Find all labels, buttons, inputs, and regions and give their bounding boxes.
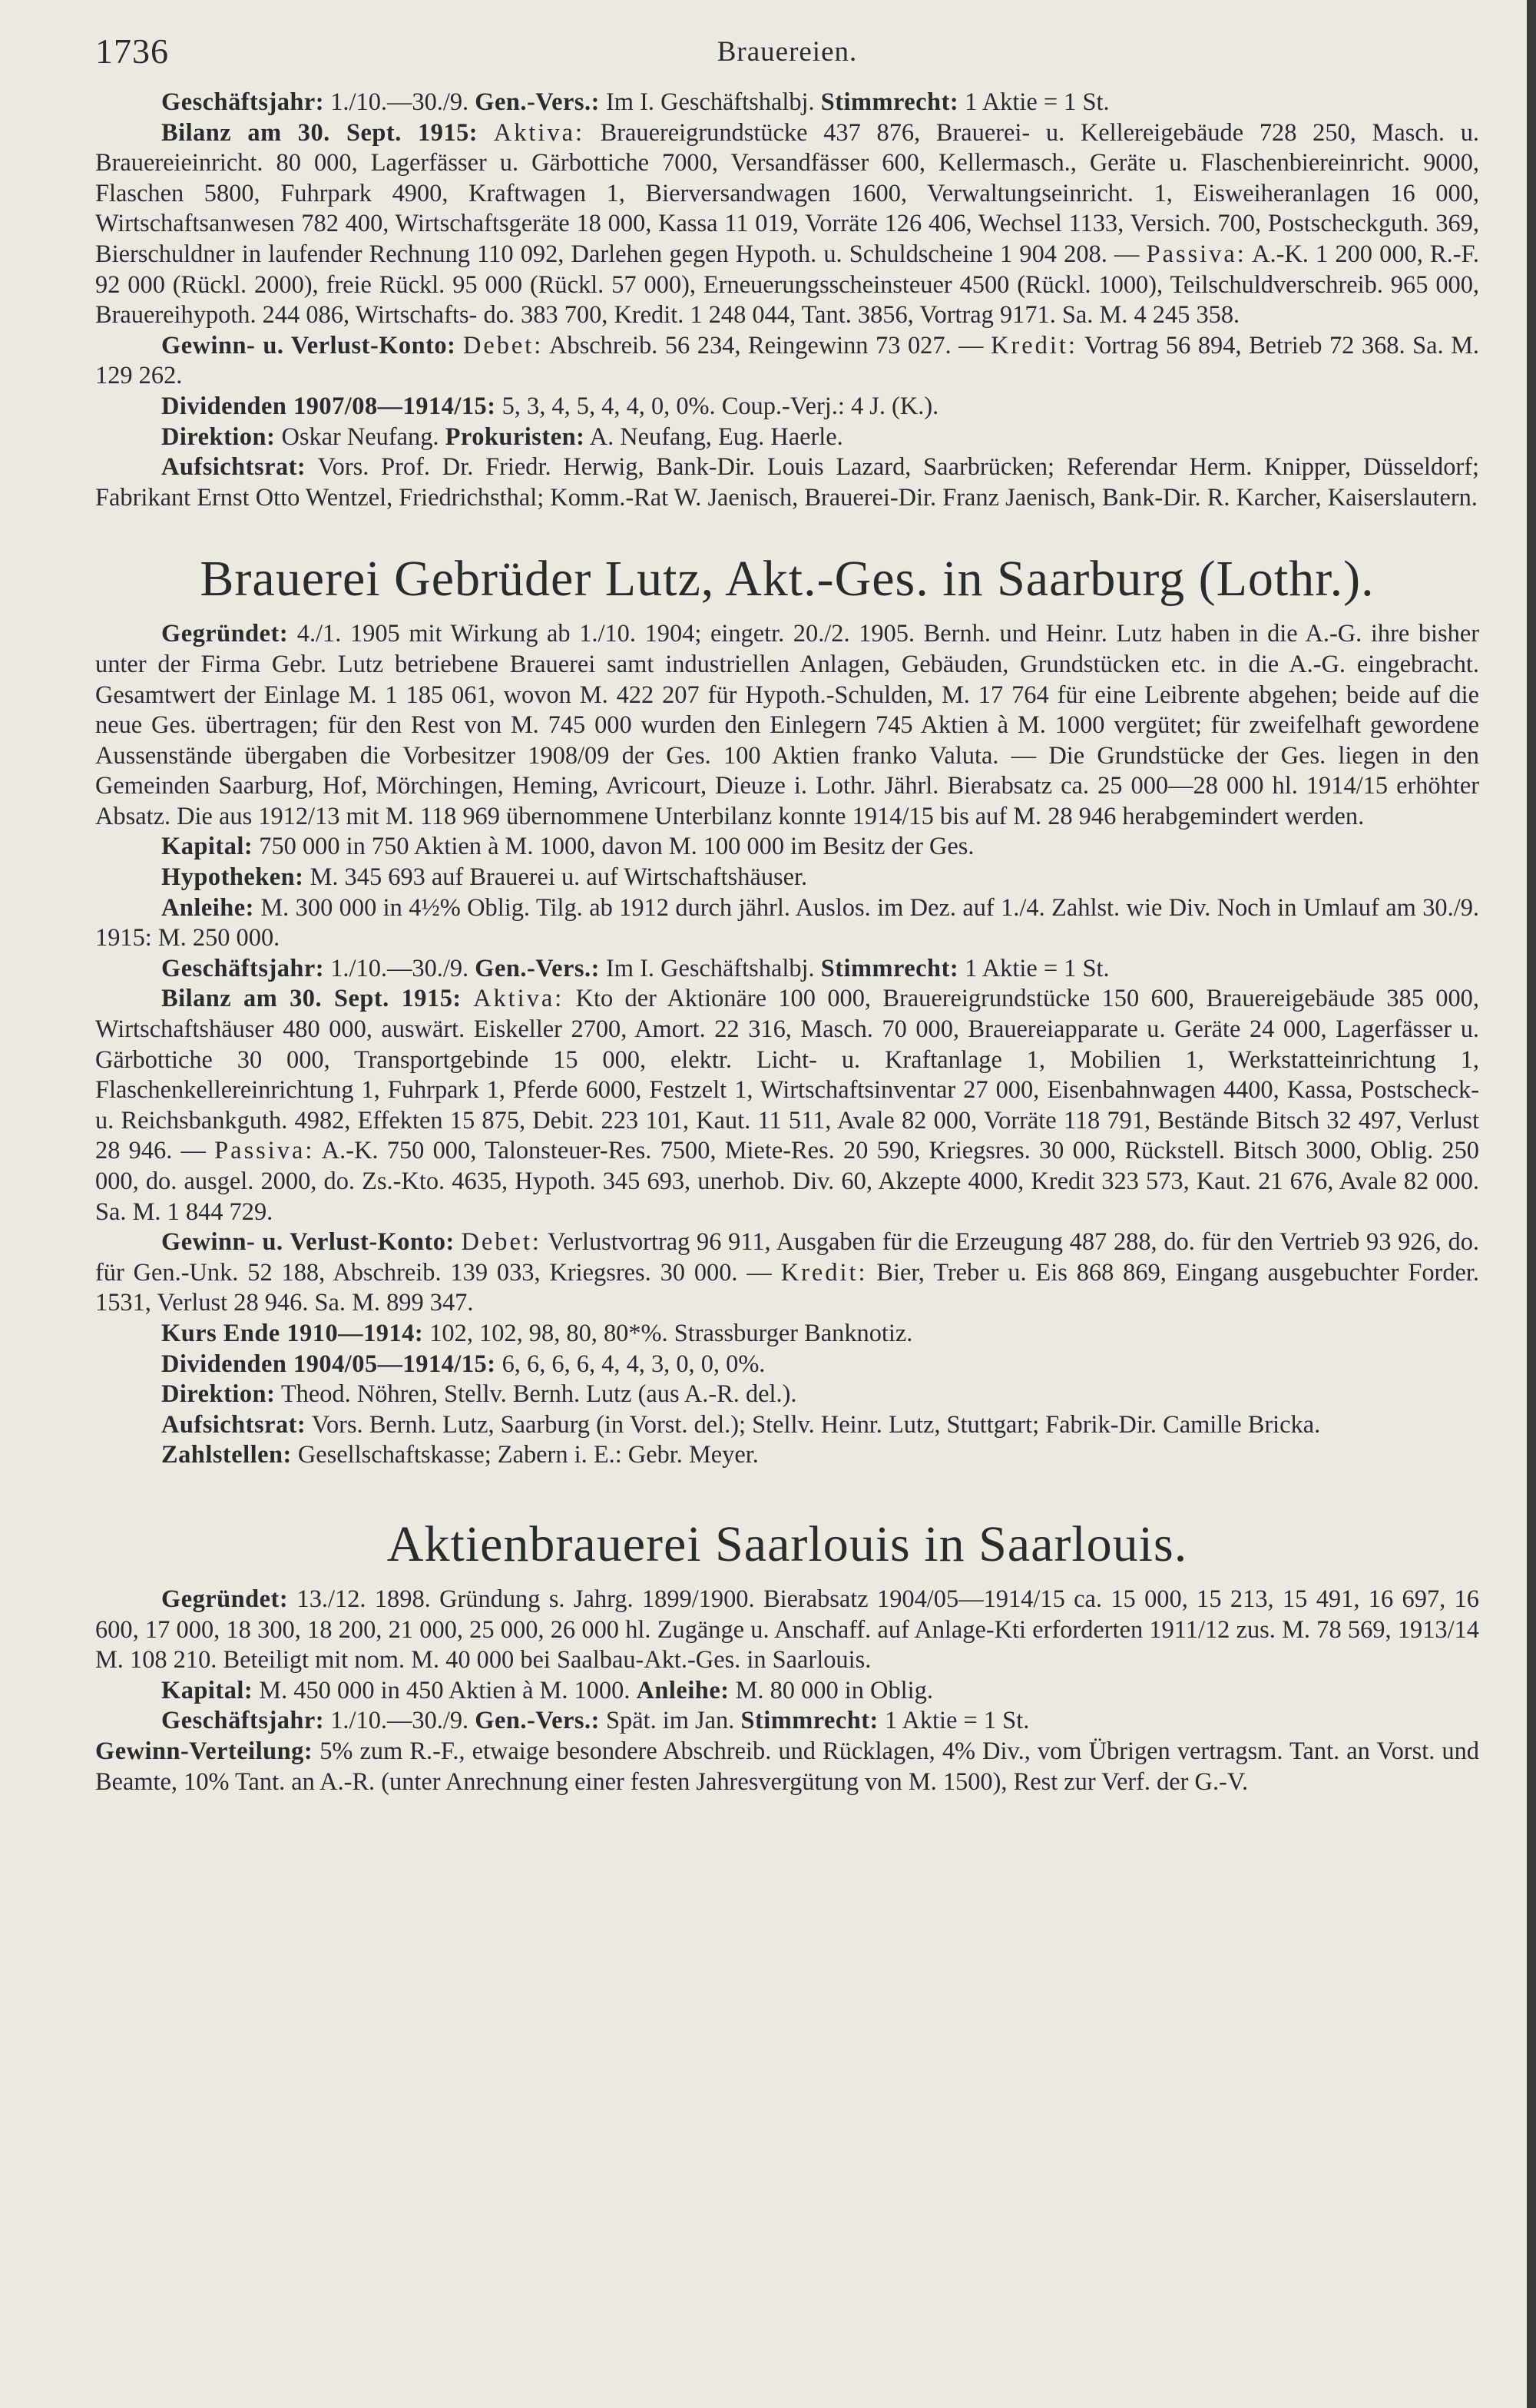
lutz-hypotheken-text: M. 345 693 auf Brauerei u. auf Wirtschaftshäuser.	[303, 863, 808, 892]
prev-passiva-label: Passiva:	[1146, 240, 1246, 268]
saarlouis-gewinnverteilung-text: 5% zum R.-F., etwaige besondere Abschreib. und Rücklagen, 4% Div., vom Übrigen vertragsm. Tant. an Vorst. und Beamte, 10% Tant. an A.-R. (unter Anrechnung einer festen Jahresvergütung von M. 1500), Rest zur Verf. der G.-V.	[95, 1737, 1479, 1796]
saarlouis-gen-vers-label: Gen.-Vers.:	[475, 1707, 600, 1735]
prev-prokuristen-text: A. Neufang, Eug. Haerle.	[584, 422, 843, 451]
saarlouis-geschaeftsjahr-paragraph	[95, 1706, 1479, 1737]
prev-prokuristen-label: Prokuristen:	[445, 422, 585, 451]
prev-passiva-text: A.-K. 1 200 000, R.-F. 92 000 (Rückl. 2000), freie Rückl. 95 000 (Rückl. 57 000), Erneuerungsscheinsteuer 4500 (Rückl. 1000), Teilschuldverschreib. 965 000, Brauereihypoth. 244 086, Wirtschafts- do. 383 700, Kredit. 1 248 044, Tant. 3856, Vortrag 9171. Sa. M. 4 245 358.	[95, 240, 1480, 330]
lutz-stimmrecht-label: Stimmrecht:	[820, 954, 959, 982]
prev-aktiva-label: Aktiva:	[493, 118, 584, 147]
prev-guv-debet: Abschreib. 56 234, Reingewinn 73 027. —	[543, 331, 991, 359]
prev-debet-label: Debet:	[462, 331, 544, 359]
page-spine-edge	[1527, 0, 1536, 2408]
lutz-gegruendet-label: Gegründet:	[161, 620, 289, 648]
lutz-kurs-text: 102, 102, 98, 80, 80*%. Strassburger Banknotiz.	[423, 1319, 913, 1347]
saarlouis-gewinnverteilung-paragraph	[95, 1737, 1479, 1797]
lutz-guv-paragraph	[95, 1227, 1479, 1319]
lutz-guv-label: Gewinn- u. Verlust-Konto:	[161, 1228, 455, 1257]
lutz-zahlstellen-paragraph	[95, 1440, 1479, 1471]
prev-direktion-label: Direktion:	[161, 422, 276, 451]
lutz-hypotheken-paragraph	[95, 863, 1479, 893]
gen-vers-label: Gen.-Vers.:	[475, 88, 600, 116]
lutz-anleihe-label: Anleihe:	[161, 893, 254, 922]
saarlouis-gen-vers-text: Spät. im Jan.	[599, 1707, 741, 1735]
lutz-bilanz-label: Bilanz am 30. Sept. 1915:	[161, 985, 462, 1013]
lutz-geschaeftsjahr-label: Geschäftsjahr:	[161, 954, 325, 982]
saarlouis-anleihe-text: M. 80 000 in Oblig.	[729, 1676, 933, 1704]
saarlouis-stimmrecht-label: Stimmrecht:	[740, 1707, 879, 1735]
saarlouis-title: Aktienbrauerei Saarlouis in Saarlouis.	[386, 1515, 1188, 1572]
saarlouis-kapital-text: M. 450 000 in 450 Aktien à M. 1000.	[253, 1676, 637, 1704]
lutz-zahlstellen-label: Zahlstellen:	[161, 1441, 292, 1469]
saarlouis-gegruendet-paragraph	[95, 1585, 1479, 1676]
lutz-guv-kredit: Bier, Treber u. Eis 868 869, Eingang ausgebuchter Forder. 1531, Verlust 28 946. Sa. M. 899 347.	[95, 1258, 1480, 1317]
prev-aufsichtsrat-paragraph	[95, 452, 1479, 513]
lutz-aufsichtsrat-text: Vors. Bernh. Lutz, Saarburg (in Vorst. del.); Stellv. Heinr. Lutz, Stuttgart; Fabrik-Dir. Camille Bricka.	[306, 1410, 1321, 1439]
lutz-anleihe-text: M. 300 000 in 4½% Oblig. Tilg. ab 1912 durch jährl. Auslos. im Dez. auf 1./4. Zahlst. wie Div. Noch in Umlauf am 30./9. 1915: M. 250 000.	[95, 893, 1479, 952]
prev-guv-kredit: Vortrag 56 894, Betrieb 72 368. Sa. M. 129 262.	[95, 331, 1480, 390]
lutz-geschaeftsjahr-paragraph	[95, 954, 1479, 985]
saarlouis-kapital-label: Kapital:	[161, 1676, 253, 1704]
page-header	[95, 31, 1479, 88]
saarlouis-geschaeftsjahr-label: Geschäftsjahr:	[161, 1707, 325, 1735]
running-title: Brauereien.	[717, 36, 858, 68]
lutz-passiva-text: A.-K. 750 000, Talonsteuer-Res. 7500, Miete-Res. 20 590, Kriegsres. 30 000, Rückstell. Bitsch 3000, Oblig. 250 000, do. ausgel. 2000, do. Zs.-Kto. 4635, Hypoth. 345 693, unerhob. Div. 60, Akzepte 4000, Kredit 323 573, Kaut. 21 676, Avale 82 000. Sa. M. 1 844 729.	[95, 1137, 1480, 1226]
stimmrecht-text: 1 Aktie = 1 St.	[958, 88, 1110, 116]
prev-aufsichtsrat-text: Vors. Prof. Dr. Friedr. Herwig, Bank-Dir. Louis Lazard, Saarbrücken; Referendar Herm. Knipper, Düsseldorf; Fabrikant Ernst Otto Wentzel, Friedrichsthal; Komm.-Rat W. Jaenisch, Brauerei-Dir. Franz Jaenisch, Bank-Dir. R. Karcher, Kaiserslautern.	[95, 453, 1479, 512]
geschaeftsjahr-text: 1./10.—30./9.	[324, 88, 475, 116]
lutz-direktion-text: Theod. Nöhren, Stellv. Bernh. Lutz (aus A.-R. del.).	[275, 1380, 797, 1409]
lutz-bilanz-paragraph	[95, 984, 1479, 1227]
prev-direktion-text: Oskar Neufang.	[275, 422, 445, 451]
gen-vers-text: Im I. Geschäftshalbj.	[599, 88, 821, 116]
prev-guv-paragraph	[95, 331, 1479, 392]
saarlouis-geschaeftsjahr-text: 1./10.—30./9.	[324, 1707, 475, 1735]
prev-dividenden-paragraph	[95, 392, 1479, 422]
saarlouis-anleihe-label: Anleihe:	[636, 1676, 730, 1704]
saarlouis-gegruendet-label: Gegründet:	[161, 1585, 289, 1613]
lutz-anleihe-paragraph	[95, 893, 1479, 954]
lutz-aufsichtsrat-paragraph	[95, 1410, 1479, 1441]
lutz-passiva-label: Passiva:	[214, 1137, 315, 1165]
lutz-stimmrecht-text: 1 Aktie = 1 St.	[958, 954, 1110, 982]
lutz-title: Brauerei Gebrüder Lutz, Akt.-Ges. in Saarburg (Lothr.).	[200, 551, 1375, 608]
lutz-gen-vers-label: Gen.-Vers.:	[475, 954, 600, 982]
prev-aufsichtsrat-label: Aufsichtsrat:	[161, 453, 306, 482]
prev-bilanz-paragraph	[95, 118, 1479, 331]
prev-direktion-paragraph	[95, 422, 1479, 453]
lutz-direktion-label: Direktion:	[161, 1380, 276, 1409]
lutz-guv-debet: Verlustvortrag 96 911, Ausgaben für die Erzeugung 487 288, do. für den Vertrieb 93 926, do. für Gen.-Unk. 52 188, Abschreib. 139 033, Kriegsres. 30 000. —	[95, 1228, 1480, 1287]
prev-kredit-label: Kredit:	[991, 331, 1078, 359]
lutz-dividenden-text: 6, 6, 6, 6, 4, 4, 3, 0, 0, 0%.	[495, 1350, 766, 1378]
lutz-kapital-label: Kapital:	[161, 833, 253, 861]
lutz-kurs-paragraph	[95, 1319, 1479, 1350]
lutz-gen-vers-text: Im I. Geschäftshalbj.	[599, 954, 821, 982]
prev-bilanz-text: Brauereigrundstücke 437 876, Brauerei- u. Kellereigebäude 728 250, Masch. u. Brauereieinricht. 80 000, Lagerfässer u. Gärbottiche 7000, Versandfässer 600, Kellermasch., Geräte u. Flaschenbiereinricht. 9000, Flaschen 5800, Fuhrpark 4900, Kraftwagen 1, Bierversandwagen 1600, Verwaltungseinricht. 1, Eisweiheranlagen 16 000, Wirtschaftsanwesen 782 400, Wirtschaftsgeräte 18 000, Kassa 11 019, Vorräte 126 406, Wechsel 1133, Versich. 700, Postscheckguth. 369, Bierschuldner in laufender Rechnung 110 092, Darlehen gegen Hypoth. u. Schuldscheine 1 904 208. —	[95, 118, 1479, 268]
prev-guv-label: Gewinn- u. Verlust-Konto:	[161, 331, 456, 359]
saarlouis-stimmrecht-text: 1 Aktie = 1 St.	[878, 1707, 1030, 1735]
prev-bilanz-label: Bilanz am 30. Sept. 1915:	[161, 118, 478, 147]
saarlouis-gewinnverteilung-label: Gewinn-Verteilung:	[95, 1737, 313, 1765]
lutz-bilanz-text: Kto der Aktionäre 100 000, Brauereigrundstücke 150 600, Brauereigebäude 385 000, Wirtschaftshäuser 480 000, auswärt. Eiskeller 2700, Amort. 22 316, Masch. 70 000, Brauereiapparate u. Geräte 24 000, Lagerfässer u. Gärbottiche 30 000, Transportgebinde 15 000, elektr. Licht- u. Kraftanlage 1, Mobilien 1, Werkstatteinrichtung 1, Flaschenkellereinrichtung 1, Fuhrpark 1, Pferde 6000, Festzelt 1, Wirtschaftsinventar 27 000, Eisenbahnwagen 4400, Kassa, Postscheck- u. Reichsbankguth. 4982, Effekten 15 875, Debit. 223 101, Kaut. 11 511, Avale 82 000, Vorräte 118 791, Bestände Bitsch 32 497, Verlust 28 946. —	[95, 985, 1479, 1165]
lutz-kapital-text: 750 000 in 750 Aktien à M. 1000, davon M. 100 000 im Besitz der Ges.	[253, 833, 975, 861]
stimmrecht-label: Stimmrecht:	[820, 88, 959, 116]
prev-dividenden-label: Dividenden 1907/08—1914/15:	[161, 392, 496, 420]
lutz-gegruendet-text: 4./1. 1905 mit Wirkung ab 1./10. 1904; eingetr. 20./2. 1905. Bernh. und Heinr. Lutz haben in die A.-G. ihre bisher unter der Firma Gebr. Lutz betriebene Brauerei samt industriellen Anlagen, Gebäuden, Grundstücken etc. in die A.-G. eingebracht. Gesamtwert der Einlage M. 1 185 061, wovon M. 422 207 für Hypoth.-Schulden, M. 17 764 für eine Leibrente abgehen; beide auf die neue Ges. übertragen; für den Rest von M. 745 000 wurden den Einlegern 745 Aktien à M. 1000 vergütet; für zweifelhaft gewordene Aussenstände übergaben die Vorbesitzer 1908/09 der Ges. 100 Aktien franko Valuta. — Die Grundstücke der Ges. liegen in den Gemeinden Saarburg, Hof, Mörchingen, Heming, Avricourt, Dieuze i. Lothr. Jährl. Bierabsatz ca. 25 000—28 000 hl. 1914/15 erhöhter Absatz. Die aus 1912/13 mit M. 118 969 übernommene Unterbilanz konnte 1914/15 bis auf M. 28 946 herabgemindert werden.	[95, 620, 1479, 830]
lutz-direktion-paragraph	[95, 1380, 1479, 1410]
lutz-aktiva-label: Aktiva:	[473, 985, 564, 1013]
lutz-kredit-label: Kredit:	[780, 1258, 868, 1287]
lutz-gegruendet-paragraph	[95, 619, 1479, 832]
lutz-zahlstellen-text: Gesellschaftskasse; Zabern i. E.: Gebr. Meyer.	[291, 1441, 759, 1469]
page-number: 1736	[95, 31, 169, 71]
lutz-geschaeftsjahr-text: 1./10.—30./9.	[324, 954, 475, 982]
saarlouis-kapital-paragraph	[95, 1676, 1479, 1707]
intro-paragraph	[95, 88, 1479, 118]
lutz-debet-label: Debet:	[461, 1228, 541, 1257]
lutz-kurs-label: Kurs Ende 1910—1914:	[161, 1319, 424, 1347]
lutz-dividenden-paragraph	[95, 1350, 1479, 1380]
saarlouis-gegruendet-text: 13./12. 1898. Gründung s. Jahrg. 1899/1900. Bierabsatz 1904/05—1914/15 ca. 15 000, 15 213, 15 491, 16 697, 16 600, 17 000, 18 300, 18 200, 21 000, 25 000, 26 000 hl. Zugänge u. Anschaff. auf Anlage-Kti erforderten 1911/12 zus. M. 78 569, 1913/14 M. 108 210. Beteiligt mit nom. M. 40 000 bei Saalbau-Akt.-Ges. in Saarlouis.	[95, 1585, 1479, 1674]
lutz-hypotheken-label: Hypotheken:	[161, 863, 304, 892]
lutz-aufsichtsrat-label: Aufsichtsrat:	[161, 1410, 306, 1439]
lutz-kapital-paragraph	[95, 832, 1479, 863]
lutz-dividenden-label: Dividenden 1904/05—1914/15:	[161, 1350, 496, 1378]
geschaeftsjahr-label: Geschäftsjahr:	[161, 88, 325, 116]
prev-dividenden-text: 5, 3, 4, 5, 4, 4, 0, 0%. Coup.-Verj.: 4 J. (K.).	[495, 392, 939, 420]
